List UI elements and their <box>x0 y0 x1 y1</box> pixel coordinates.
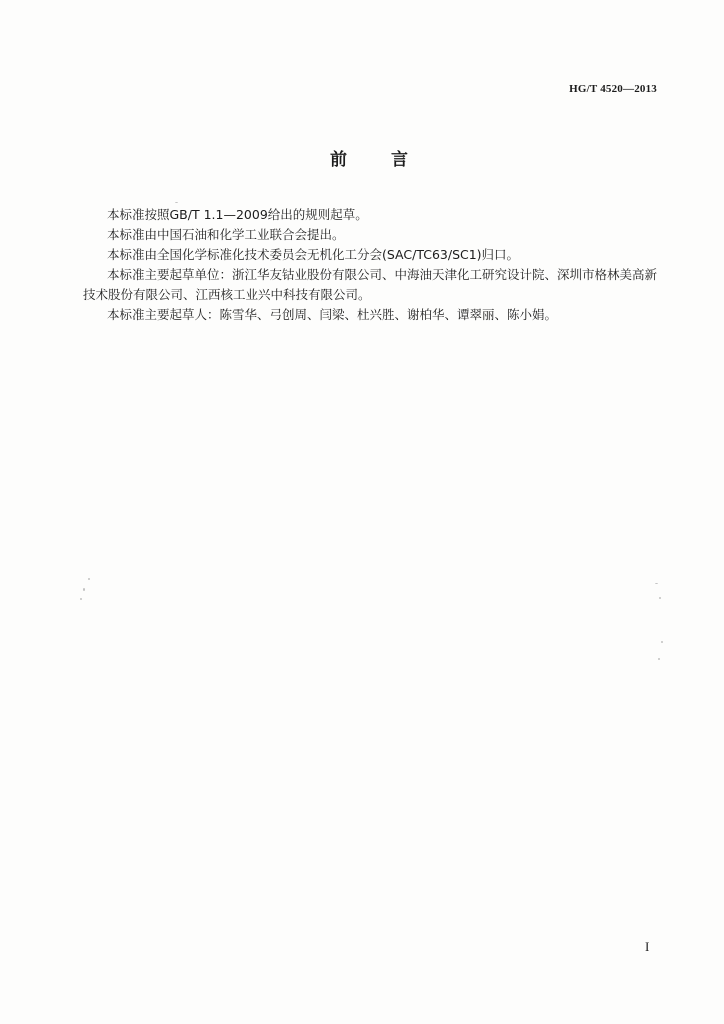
foreword-body <box>83 205 657 325</box>
paragraph-drafting-rules: 本标准按照GB/T 1.1—2009给出的规则起草。 <box>107 207 368 222</box>
scan-speck <box>661 641 663 643</box>
scan-speck <box>658 658 660 660</box>
scan-speck <box>80 598 82 600</box>
scan-speck <box>175 202 178 203</box>
paragraph-drafting-organizations: 本标准主要起草单位：浙江华友钴业股份有限公司、中海油天津化工研究设计院、深圳市格林美高新技术股份有限公司、江西核工业兴中科技有限公司。 <box>83 267 658 302</box>
paragraph-responsible-committee: 本标准由全国化学标准化技术委员会无机化工分会(SAC/TC63/SC1)归口。 <box>107 247 520 262</box>
title-char: 前 <box>330 150 347 170</box>
page-number: I <box>645 939 650 954</box>
scan-speck <box>659 597 661 599</box>
scan-speck <box>655 583 658 584</box>
scan-speck <box>83 588 85 591</box>
standard-code: HG/T 4520—2013 <box>569 83 657 95</box>
scan-speck <box>88 578 90 580</box>
paragraph-proposer: 本标准由中国石油和化学工业联合会提出。 <box>107 227 345 242</box>
page-title <box>329 148 409 172</box>
paragraph-drafters: 本标准主要起草人：陈雪华、弓创周、闫梁、杜兴胜、谢柏华、谭翠丽、陈小娟。 <box>107 307 558 322</box>
title-char: 言 <box>391 150 408 170</box>
